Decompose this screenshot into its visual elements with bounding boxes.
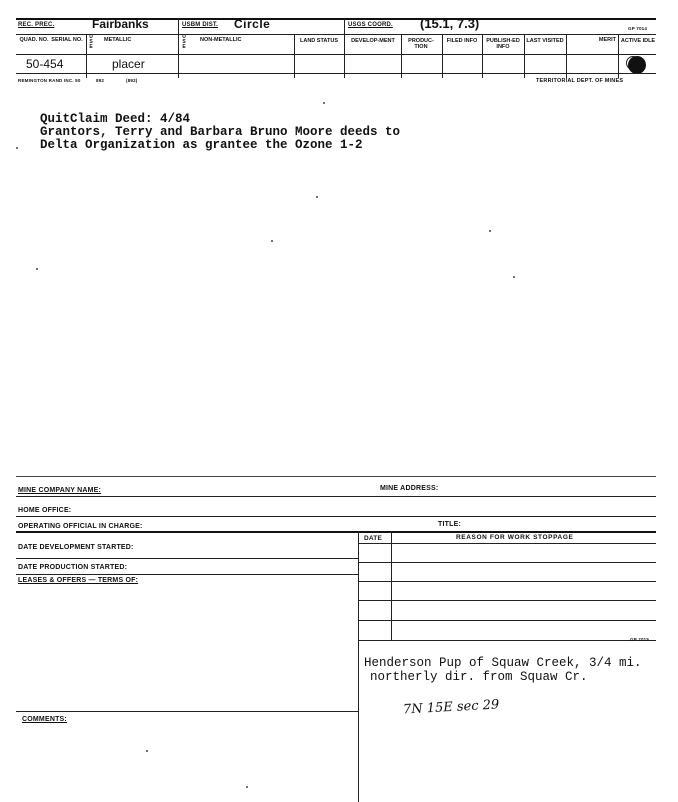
- serial-no-label: SERIAL NO.: [51, 37, 83, 43]
- scan-speck: [489, 230, 491, 232]
- land-status-label: LAND STATUS: [300, 38, 338, 44]
- location-line-2: northerly dir. from Squaw Cr.: [370, 670, 588, 684]
- rule: [358, 581, 656, 582]
- home-office-label: HOME OFFICE:: [18, 507, 72, 514]
- rule: [16, 516, 656, 517]
- rec-prec-label: REC. PREC.: [18, 22, 55, 28]
- printer-code-2: (892): [126, 78, 138, 83]
- scan-speck: [271, 240, 273, 242]
- divider: [294, 34, 295, 78]
- nonmetallic-label: NON-METALLIC: [200, 37, 242, 43]
- prod-started-label: DATE PRODUCTION STARTED:: [18, 564, 128, 571]
- printer-label: REMINGTON RAND INC. 50: [18, 78, 81, 83]
- date-column-divider: [391, 531, 392, 640]
- scan-speck: [146, 750, 148, 752]
- rule: [16, 531, 656, 533]
- header-row-rule: [16, 54, 656, 55]
- idle-indicator-filled: [628, 56, 646, 74]
- mine-address-label: MINE ADDRESS:: [380, 485, 439, 492]
- rec-prec-value: Fairbanks: [92, 17, 149, 31]
- rule: [358, 640, 656, 641]
- use-label-nonmetallic: U S E: [182, 34, 186, 50]
- title-label: TITLE:: [438, 521, 461, 528]
- metallic-label: METALLIC: [104, 37, 132, 43]
- divider: [178, 18, 179, 78]
- rule: [358, 562, 656, 563]
- center-divider: [358, 531, 359, 802]
- operating-official-label: OPERATING OFFICIAL IN CHARGE:: [18, 523, 143, 530]
- note-line-1: QuitClaim Deed: 4/84: [40, 112, 191, 126]
- scan-speck: [316, 196, 318, 198]
- note-line-3: Delta Organization as grantee the Ozone 1-2: [40, 138, 363, 152]
- scan-speck: [16, 147, 18, 149]
- lower-top-rule: [16, 476, 656, 477]
- dev-started-label: DATE DEVELOPMENT STARTED:: [18, 544, 134, 551]
- form-code-bottom: GP 7015: [630, 637, 650, 642]
- divider: [566, 34, 567, 78]
- filed-info-label: FILED INFO: [446, 38, 478, 44]
- reason-column-label: REASON FOR WORK STOPPAGE: [456, 534, 574, 541]
- rule: [358, 543, 656, 544]
- rule: [16, 711, 358, 712]
- printer-code: 892: [96, 78, 105, 83]
- quad-serial-value: 50-454: [26, 57, 64, 71]
- production-label: PRODUC-TION: [408, 38, 434, 50]
- scan-speck: [36, 268, 38, 270]
- published-info-label: PUBLISH-ED INFO: [486, 38, 520, 50]
- rule: [16, 496, 656, 497]
- development-label: DEVELOP-MENT: [351, 38, 395, 44]
- metallic-value: placer: [112, 57, 145, 71]
- scan-speck: [246, 786, 248, 788]
- usgs-coord-label: USGS COORD.: [348, 22, 393, 28]
- form-code-top: GP 7014: [628, 26, 648, 31]
- scan-speck: [513, 276, 515, 278]
- leases-label: LEASES & OFFERS — TERMS OF:: [18, 577, 139, 584]
- use-label-metallic: U S E: [89, 34, 93, 50]
- handwritten-township-note: 7N 15E sec 29: [402, 697, 500, 718]
- divider: [86, 34, 87, 78]
- divider: [344, 18, 345, 78]
- note-line-2: Grantors, Terry and Barbara Bruno Moore deeds to: [40, 125, 401, 139]
- usbm-dist-label: USBM DIST.: [182, 22, 219, 28]
- active-idle-label: ACTIVE IDLE: [620, 38, 656, 44]
- date-column-label: DATE: [364, 535, 383, 542]
- location-line-1: Henderson Pup of Squaw Creek, 3/4 mi.: [364, 656, 642, 670]
- rule: [16, 574, 358, 575]
- rule: [358, 620, 656, 621]
- department-label: TERRITORIAL DEPT. OF MINES: [536, 78, 624, 84]
- rule: [16, 558, 358, 559]
- header-row-rule: [16, 34, 656, 35]
- merit-label: MERIT: [598, 37, 616, 43]
- header-bottom-rule: [16, 73, 656, 74]
- quad-no-label: QUAD. NO.: [19, 37, 49, 43]
- comments-label: COMMENTS:: [22, 716, 67, 723]
- scan-speck: [323, 102, 325, 104]
- last-visited-label: LAST VISITED: [526, 38, 564, 44]
- mine-company-label: MINE COMPANY NAME:: [18, 487, 102, 494]
- usgs-coord-value: (15.1, 7.3): [420, 16, 480, 31]
- rule: [358, 600, 656, 601]
- usbm-dist-value: Circle: [234, 17, 271, 31]
